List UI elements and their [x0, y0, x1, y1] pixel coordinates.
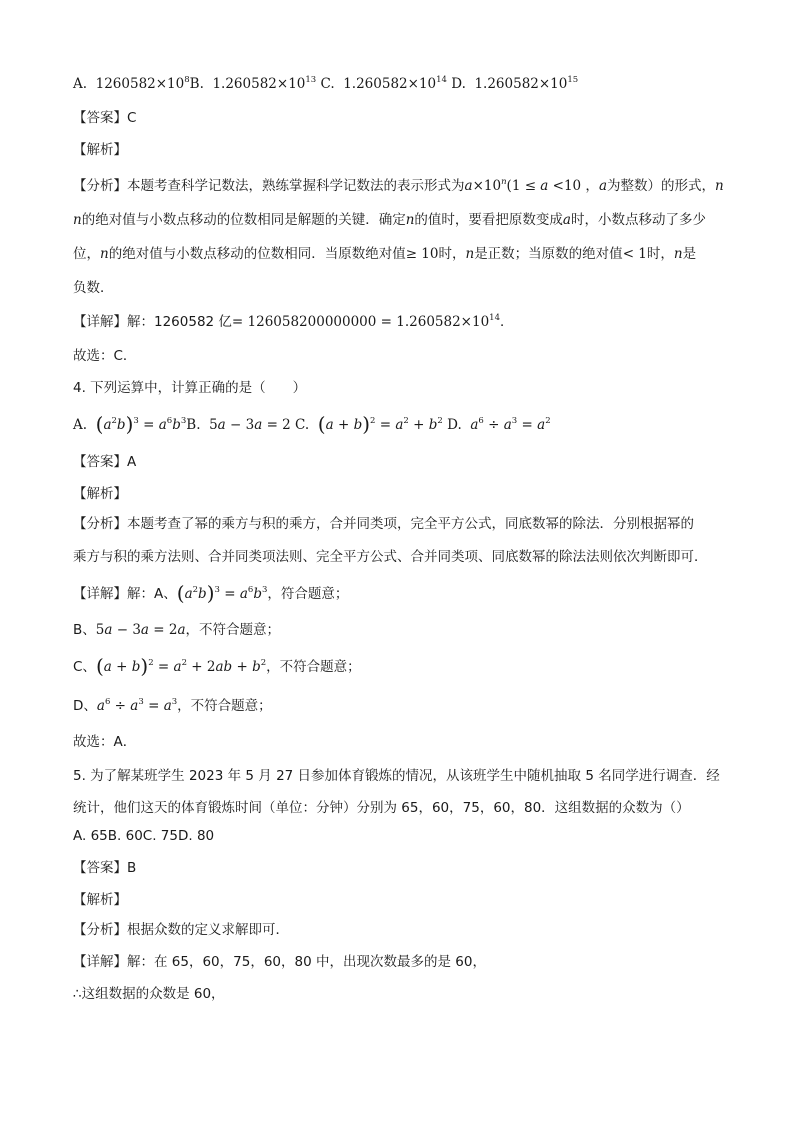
q4-detail-b: B、5a − 3a = 2a，不符合题意；: [73, 622, 281, 638]
detail-text: ，不符合题意；: [177, 698, 272, 714]
q5-options: [73, 826, 734, 846]
detail-text: 解：A、: [127, 586, 177, 602]
fenxi-text: 本题考查科学记数法，熟练掌握科学记数法的表示形式为: [127, 178, 465, 194]
detail-tag: 【详解】: [73, 586, 127, 602]
q3-analysis-tag: [73, 140, 734, 160]
analysis-tag: 【解析】: [73, 486, 127, 502]
fenxi-tag: 【分析】: [73, 922, 127, 938]
fenxi-text: 时，小数点移动了多少: [570, 212, 706, 228]
fenxi-text: 负数．: [73, 280, 114, 296]
q5-detail: [73, 952, 734, 972]
answer-tag: 【答案】: [73, 454, 127, 470]
fenxi-text: 的绝对值与小数点移动的位数相同．当原数绝对值: [108, 246, 406, 262]
fenxi-text: 为整数）的形式，: [607, 178, 715, 194]
q4-stem: [73, 378, 734, 398]
detail-text: 解：在 65，60，75，60，80 中，出现次数最多的是 60，: [127, 954, 486, 970]
detail-tag: 【详解】: [73, 314, 127, 330]
detail-text: 解：1260582 亿: [127, 314, 232, 330]
fenxi-text: 本题考查了幂的乘方与积的乘方，合并同类项，完全平方公式，同底数幂的除法．分别根据幂的: [127, 516, 694, 532]
answer-tag: 【答案】: [73, 860, 127, 876]
q4-detail-d: D、$a^6 \div a^3 = a^3$，不符合题意；: [73, 697, 272, 714]
conclusion-text: ∴这组数据的众数是 60，: [73, 986, 225, 1002]
fenxi-tag: 【分析】: [73, 178, 127, 194]
options-text: A. 65B. 60C. 75D. 80: [73, 828, 215, 844]
detail-tag: 【详解】: [73, 954, 127, 970]
q4-options: A. $(a^2b)^3 = a^6b^3B$. 5a − 3a = 2 C. $(a + b)^2 = a^2 + b^2$ D. $a^6 \div a^3 = a^2$: [73, 412, 551, 436]
fenxi-text: 是正数；当原数的绝对值: [474, 246, 623, 262]
detail-text: B、: [73, 622, 96, 638]
q5-conclusion: [73, 984, 734, 1004]
q4-detail-c: C、$(a + b)^2 = a^2 + 2ab + b^2$，不符合题意；: [73, 654, 361, 678]
answer-tag: 【答案】: [73, 110, 127, 126]
q4-fenxi-line-2: [73, 547, 734, 567]
fenxi-text: 根据众数的定义求解即可．: [127, 922, 289, 938]
q3-fenxi-line-4: [73, 278, 734, 298]
detail-text: C、: [73, 659, 96, 675]
sci-notation-formula: $a\times 10^n(1 \le a <10$ ，a: [464, 177, 607, 194]
fenxi-text: 时，: [438, 246, 466, 262]
q5-answer: [73, 858, 734, 878]
q4-analysis-tag: [73, 484, 734, 504]
fenxi-text: 位，: [73, 246, 100, 262]
q3-fenxi-line-1: 【分析】本题考查科学记数法，熟练掌握科学记数法的表示形式为$a\times 10^n(1 \le a <10$ ，a为整数）的形式，n: [73, 177, 724, 194]
analysis-tag: 【解析】: [73, 892, 127, 908]
question-stem: 统计，他们这天的体育锻炼时间（单位：分钟）分别为 65，60，75，60，80．这组数据的众数为（）: [73, 800, 690, 816]
q5-analysis-tag: [73, 890, 734, 910]
fenxi-text: 的值时，要看把原数变成: [414, 212, 563, 228]
q5-fenxi: [73, 920, 734, 940]
answer-value: C: [127, 110, 137, 126]
fenxi-text: 的绝对值与小数点移动的位数相同是解题的关键．确定: [81, 212, 406, 228]
analysis-tag: 【解析】: [73, 142, 127, 158]
q4-choice: [73, 732, 734, 752]
q4-fenxi-line-1: [73, 514, 734, 534]
q4-detail-a: 【详解】解：A、$(a^2b)^3 = a^6b^3$，符合题意；: [73, 581, 349, 605]
fenxi-text: 是: [682, 246, 697, 262]
fenxi-text: 乘方与积的乘方法则、合并同类项法则、完全平方公式、合并同类项、同底数幂的除法法则依次判断即可．: [73, 549, 708, 565]
answer-value: A: [127, 454, 137, 470]
detail-text: ，不符合题意；: [185, 622, 281, 638]
fenxi-text: 时，: [646, 246, 674, 262]
answer-value: B: [127, 860, 137, 876]
detail-text: D、: [73, 698, 97, 714]
q4-answer: [73, 452, 734, 472]
q3-fenxi-line-2: n的绝对值与小数点移动的位数相同是解题的关键．确定n的值时，要看把原数变成a时，小数点移动了多少: [73, 212, 706, 228]
detail-text: ，不符合题意；: [266, 659, 361, 675]
q3-choice: [73, 346, 734, 366]
q5-stem-line-2: [73, 798, 734, 818]
detail-text: ，符合题意；: [267, 586, 349, 602]
fenxi-tag: 【分析】: [73, 516, 127, 532]
question-stem: 4. 下列运算中，计算正确的是（ ）: [73, 380, 307, 396]
q3-detail: 【详解】解：1260582 亿= $126058200000000 = 1.260582\times 10^{14}$．: [73, 313, 514, 330]
q3-answer: [73, 108, 734, 128]
choice-text: 故选：A．: [73, 734, 137, 750]
question-stem: 5. 为了解某班学生 2023 年 5 月 27 日参加体育锻炼的情况，从该班学生中随机抽取 5 名同学进行调查．经: [73, 768, 720, 784]
choice-text: 故选：C．: [73, 348, 137, 364]
q3-fenxi-line-3: 位，n的绝对值与小数点移动的位数相同．当原数绝对值≥ 10时，n是正数；当原数的绝对值< 1时，n是: [73, 246, 697, 262]
q5-stem-line-1: [73, 766, 734, 786]
q3-options: A. $1260582\times 10^8B$. $1.260582\times 10^{13}$ C. $1.260582\times 10^{14}$ D. $1.260582\times 10^{15}$: [73, 75, 579, 92]
